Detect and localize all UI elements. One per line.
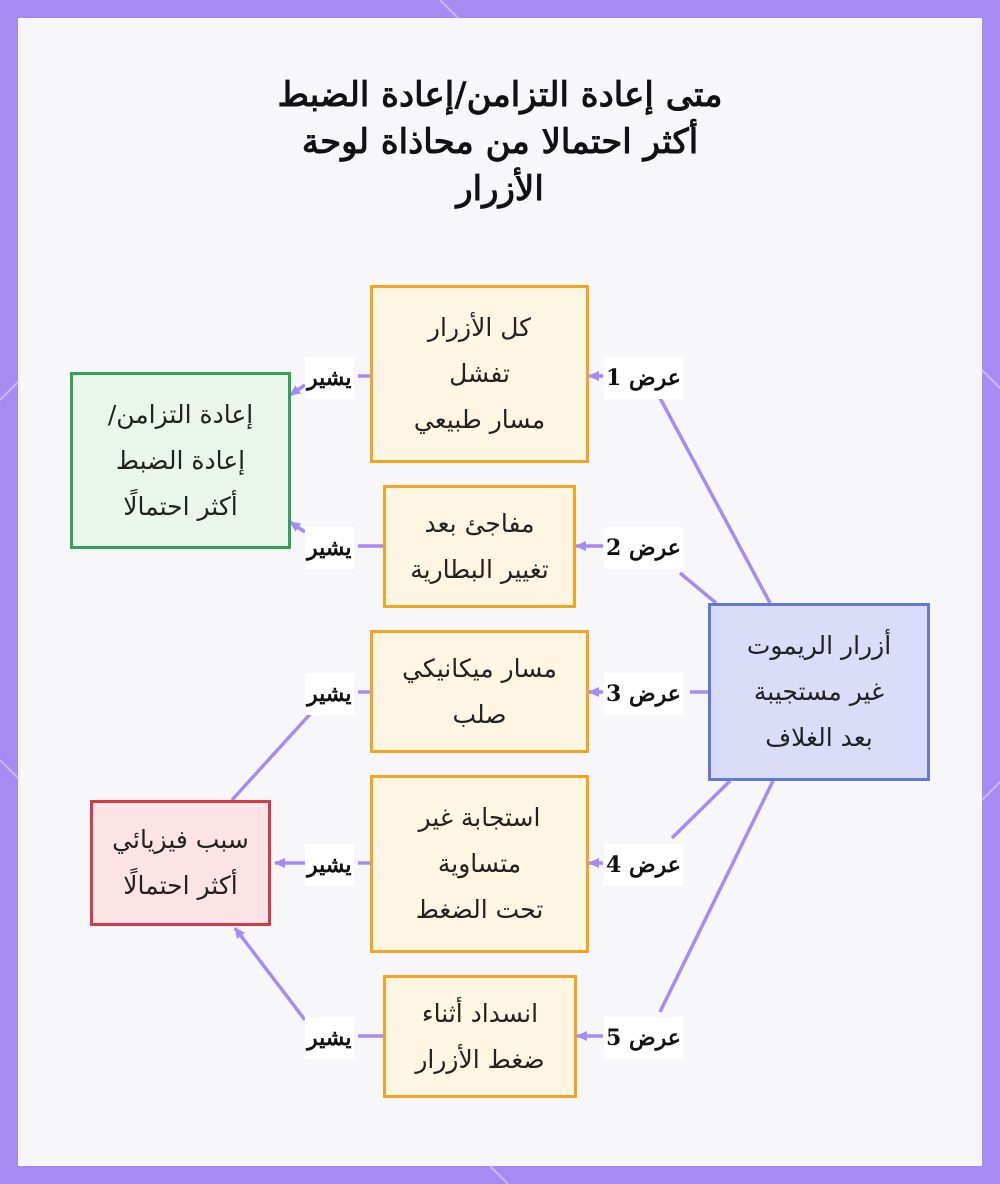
- conclusion-physical-cause-more-likely: [90, 800, 271, 926]
- evidence-node-3: [370, 630, 589, 753]
- evidence-4-line-3: تحت الضغط: [415, 895, 544, 924]
- evidence-4-line-1: استجابة غير: [418, 803, 541, 832]
- indicates-label-1: يشير: [305, 357, 354, 399]
- evidence-1-line-2: تفشل: [449, 359, 510, 388]
- title-line-2: أكثر احتمالا من محاذاة لوحة: [301, 122, 699, 162]
- show-label-5: عرض 5: [604, 1017, 683, 1059]
- physical-line-2: أكثر احتمالًا: [123, 871, 238, 900]
- indicates-label-5: يشير: [305, 1017, 354, 1059]
- title-line-1: متى إعادة التزامن/إعادة الضبط: [277, 75, 723, 115]
- indicates-label-2: يشير: [305, 527, 354, 569]
- resync-line-2: إعادة الضبط: [115, 445, 246, 475]
- edge-ind1-resync: [290, 385, 305, 395]
- resync-line-3: أكثر احتمالًا: [123, 491, 238, 521]
- evidence-2-line-2: تغيير البطارية: [410, 554, 549, 584]
- root-node-unresponsive-buttons: [708, 603, 930, 781]
- indicates-label-3: يشير: [305, 673, 354, 715]
- show-label-1: عرض 1: [604, 357, 683, 399]
- evidence-node-5: [383, 975, 577, 1098]
- evidence-3-line-1: مسار ميكانيكي: [402, 653, 557, 683]
- edge-root-show1: [660, 398, 770, 603]
- evidence-2-line-1: مفاجئ بعد: [424, 508, 535, 538]
- edge-ind2-resync: [290, 522, 305, 532]
- physical-line-1: سبب فيزيائي: [112, 825, 249, 854]
- show-label-3: عرض 3: [604, 673, 683, 715]
- evidence-3-line-2: صلب: [452, 699, 507, 729]
- conclusion-resync-more-likely: [70, 372, 291, 549]
- indicates-label-4: يشير: [305, 844, 354, 886]
- evidence-5-line-1: انسداد أثناء: [421, 998, 539, 1028]
- root-line-2: غير مستجيبة: [753, 677, 885, 706]
- evidence-node-4: [370, 775, 589, 953]
- edge-root-show5: [660, 781, 773, 1012]
- resync-line-1: إعادة التزامن/: [107, 399, 254, 429]
- edge-ind3-physical: [232, 712, 312, 800]
- evidence-4-line-2: متساوية: [437, 849, 522, 878]
- edge-root-show4: [672, 781, 730, 838]
- show-label-2: عرض 2: [604, 527, 683, 569]
- root-line-1: أزرار الريموت: [746, 631, 892, 660]
- show-label-4: عرض 4: [604, 844, 683, 886]
- evidence-node-2: [383, 485, 576, 608]
- edge-ind5-physical: [235, 928, 305, 1020]
- evidence-5-line-2: ضغط الأزرار: [415, 1044, 545, 1074]
- title-line-3: الأزرار: [456, 169, 544, 209]
- evidence-1-line-1: كل الأزرار: [427, 313, 532, 342]
- root-line-3: بعد الغلاف: [765, 723, 873, 752]
- edge-root-show2: [680, 573, 716, 603]
- evidence-1-line-3: مسار طبيعي: [413, 405, 546, 434]
- evidence-node-1: [370, 285, 589, 463]
